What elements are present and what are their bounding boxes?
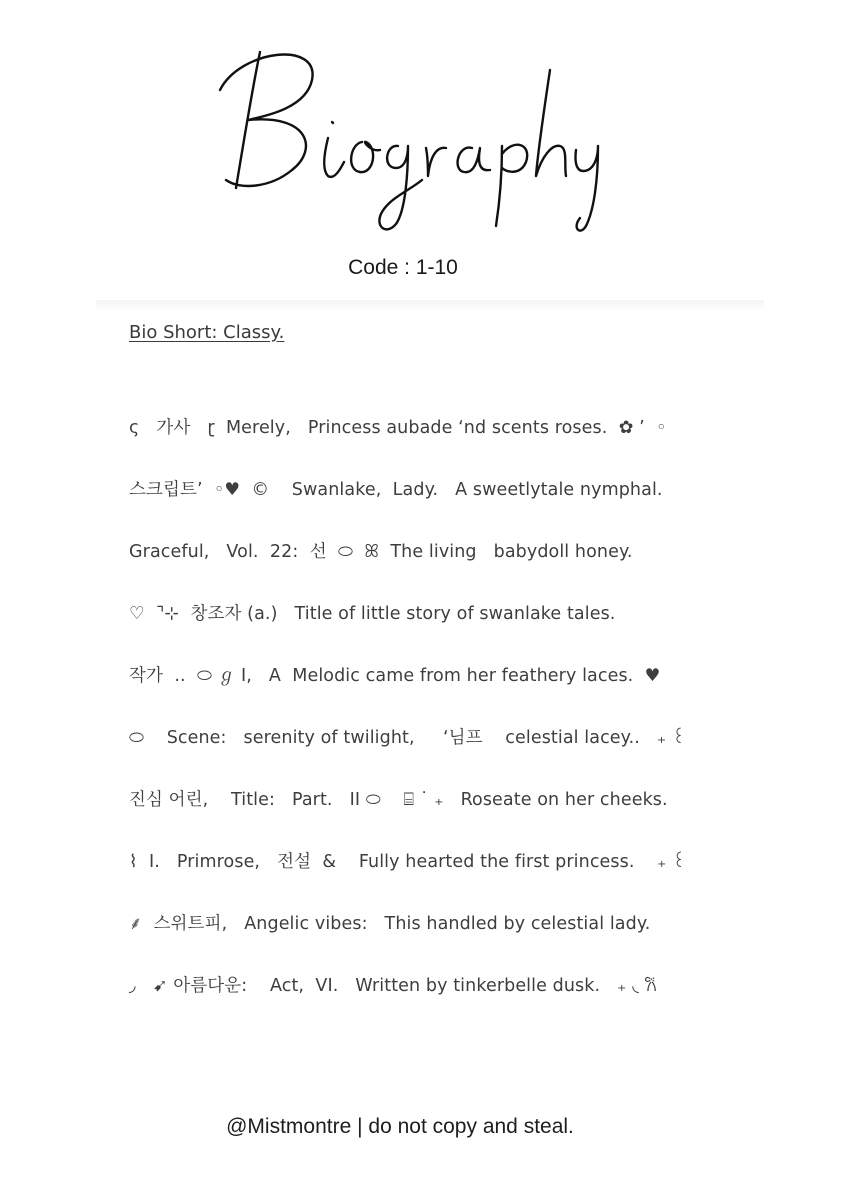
bio-short-heading: Bio Short: Classy. bbox=[129, 322, 285, 343]
bio-line-10: ◞ ➹ 아름다운: Act, VI. Written by tinkerbelle dusk. ₊ ◟ 𐙚 bbox=[129, 976, 657, 996]
biography-script-title bbox=[200, 30, 620, 240]
bio-line-8: ⌇ I. Primrose, 전설 & Fully hearted the first princess. ₊ ꒰ bbox=[129, 852, 686, 872]
bio-line-4: ♡ ⌝⊹ 창조자 (a.) Title of little story of swanlake tales. bbox=[129, 604, 616, 624]
footer-credit: @Mistmontre | do not copy and steal. bbox=[226, 1115, 574, 1138]
code-label: Code : 1-10 bbox=[348, 256, 458, 279]
bio-line-1: ς 가사 ɽ Merely, Princess aubade ‘nd scents roses. ✿ ’ ◦ bbox=[129, 418, 667, 438]
page-title bbox=[200, 30, 620, 240]
bio-line-9: ⸙ 스위트피, Angelic vibes: This handled by celestial lady. bbox=[129, 914, 651, 934]
bio-line-7: 진심 어린, Title: Part. II ⬭ ⌸ ˙ ₊ Roseate on her cheeks. bbox=[129, 790, 668, 810]
bio-line-3: Graceful, Vol. 22: 선 ⬭ ꕤ The living babydoll honey. bbox=[129, 542, 633, 562]
bio-line-5: 작가 .. ⬭ ℊ I, A Melodic came from her feathery laces. ♥ bbox=[129, 666, 661, 686]
bio-line-6: ⬭ Scene: serenity of twilight, ‘님프 celestial lacey.. ₊ ꒰ bbox=[129, 728, 686, 748]
bio-line-2: 스크립트’ ◦♥ © Swanlake, Lady. A sweetlytale nymphal. bbox=[129, 480, 663, 500]
divider bbox=[96, 300, 764, 310]
